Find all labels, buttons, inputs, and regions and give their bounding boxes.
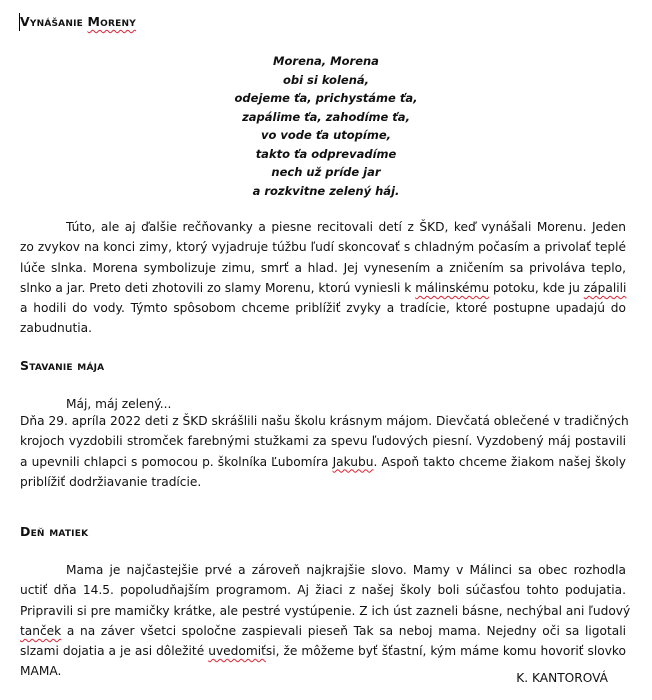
misspelled-word: uvedomiť bbox=[208, 644, 266, 659]
morena-poem bbox=[0, 52, 652, 200]
poem-line: zapálime ťa, zahodíme ťa, bbox=[242, 109, 410, 124]
heading-den-matiek: Deň matiek bbox=[20, 524, 89, 539]
paragraph-line: uctiť dňa 14.5. popoludňajším programom. Aj žiaci z našej školy boli súčasťou tohto podujatia. bbox=[20, 583, 626, 598]
paragraph-morena bbox=[20, 217, 626, 339]
text-run: si, že môžeme byť šťastní, kým máme komu hovoriť slovko bbox=[265, 644, 626, 659]
text-run: a na záver všetci spoločne zaspievali pieseň Tak sa neboj mama. Nejedny oči sa ligotali bbox=[61, 623, 626, 638]
paragraph-line: lúče slnka. Morena symbolizuje zimu, smrť a hlad. Jej vynesením a zničením sa privoláva teplo, bbox=[20, 260, 626, 275]
paragraph-line: Dňa 29. apríla 2022 deti z ŠKD skrášlili našu školu krásnym májom. Dievčatá oblečené v tradičných bbox=[20, 414, 629, 428]
text-run: . Aspoň takto chceme žiakom našej školy bbox=[373, 454, 626, 469]
text-run: slnko a jar. Preto deti zhotovili zo slamy Morenu, ktorú vyniesli k bbox=[20, 280, 416, 295]
poem-line: vo vode ťa utopíme, bbox=[260, 128, 391, 142]
song-line: Máj, máj zelený... bbox=[66, 397, 172, 411]
paragraph-line: a hodili do vody. Týmto spôsobom chceme priblížiť zvyky a tradície, ktoré postupne upadajú do bbox=[20, 301, 626, 316]
heading-part-2: Moreny bbox=[87, 14, 136, 29]
paragraph-line: priblížiť dodržiavanie tradície. bbox=[20, 474, 202, 489]
poem-line: a rozkvitne zelený háj. bbox=[252, 183, 400, 198]
paragraph-line: Pripravili si pre mamičky krátke, ale pestré vystúpenie. Z ich úst zazneli básne, nechýbal ani ľudový bbox=[20, 603, 631, 618]
paragraph-line: krojoch vyzdobili stromček farebnými stužkami za spevu ľudových piesní. Vyzdobený máj postavili bbox=[20, 434, 626, 449]
paragraph-line bbox=[20, 621, 626, 641]
poem-line: nech už príde jar bbox=[271, 165, 381, 179]
heading-vynasanie-moreny bbox=[20, 14, 136, 29]
misspelled-word: málinskému bbox=[415, 280, 490, 295]
heading-part-1: Vynášanie bbox=[20, 14, 88, 29]
author-signature: K. KANTOROVÁ bbox=[516, 671, 608, 685]
paragraph-maj bbox=[20, 411, 629, 492]
paragraph-line bbox=[20, 641, 626, 661]
paragraph-line bbox=[20, 452, 626, 472]
text-run: a upevnili chlapci s pomocou p. školníka Ľubomíra bbox=[20, 454, 333, 469]
poem-line: Morena, Morena bbox=[273, 54, 379, 68]
text-run: slzami dojatia a je asi dôležité bbox=[20, 644, 209, 659]
text-run: potoku, kde ju bbox=[489, 280, 584, 295]
paragraph-line: MAMA. bbox=[20, 664, 62, 679]
poem-line: takto ťa odprevadíme bbox=[255, 146, 397, 161]
paragraph-line: Túto, ale aj ďalšie rečňovanky a piesne recitovali detí z ŠKD, keď vynášali Morenu. Jeden bbox=[66, 220, 626, 234]
misspelled-word: Jakubu bbox=[332, 454, 374, 469]
poem-line: obi si kolená, bbox=[282, 72, 370, 87]
paragraph-line: Mama je najčastejšie prvé a zároveň najkrajšie slovo. Mamy v Málinci sa obec rozhodla bbox=[66, 563, 626, 577]
paragraph-den-matiek bbox=[20, 560, 631, 682]
paragraph-line bbox=[20, 278, 626, 298]
misspelled-word: zápalili bbox=[583, 280, 627, 295]
paragraph-line: zo zvykov na konci zimy, ktorý vyjadruje túžbu ľudí skoncovať s chladným počasím a privolať teplé bbox=[20, 240, 626, 255]
paragraph-line: zabudnutia. bbox=[20, 321, 93, 336]
misspelled-word: tanček bbox=[20, 623, 62, 638]
poem-line: odejeme ťa, prichystáme ťa, bbox=[234, 91, 418, 105]
heading-stavanie-maja: Stavanie mája bbox=[20, 358, 105, 373]
